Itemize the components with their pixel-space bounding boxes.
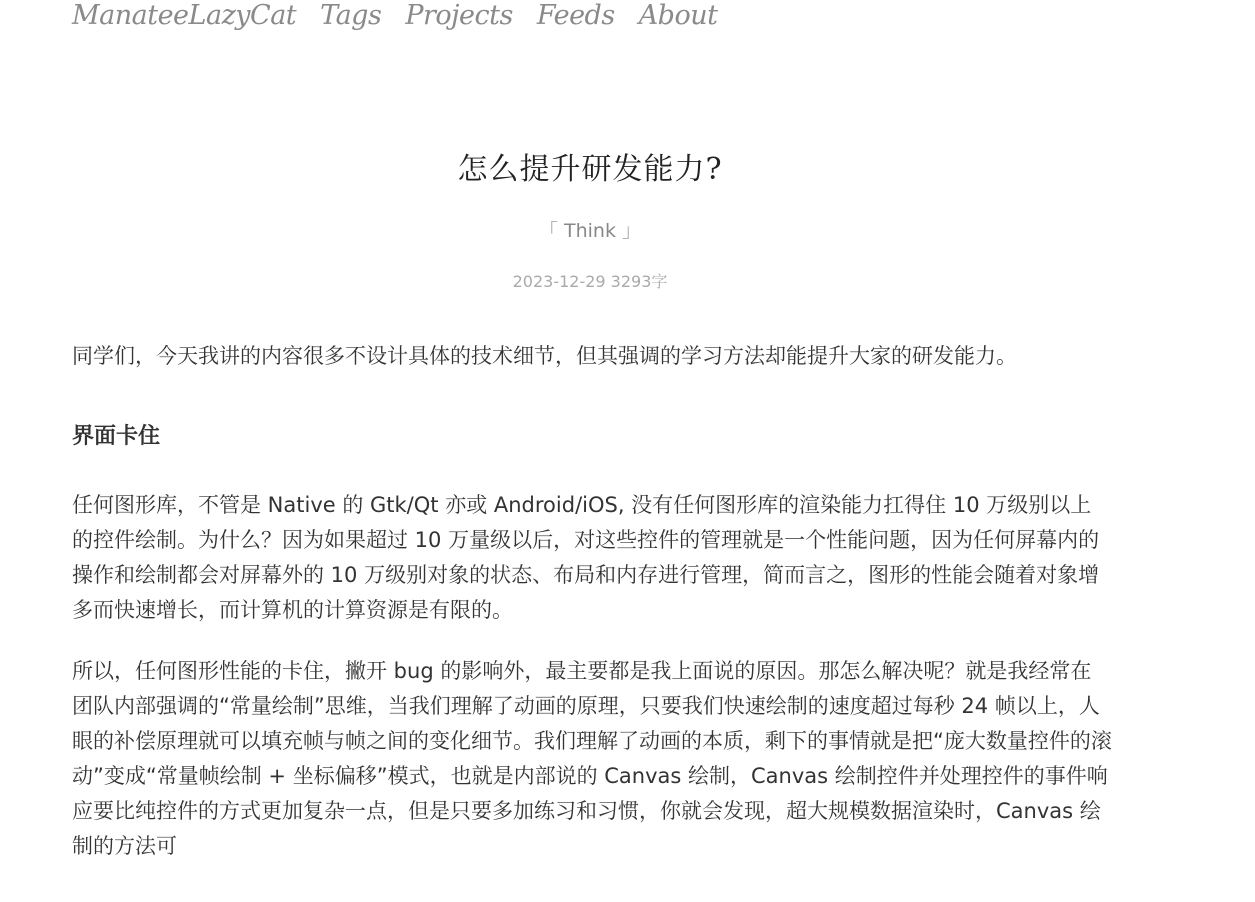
site-nav [72,0,717,31]
article-meta [0,269,1180,292]
nav-tags-link[interactable]: Tags [320,0,382,31]
tag-bracket-close: 」 [622,220,642,242]
site-name-link[interactable]: ManateeLazyCat [72,0,297,31]
article-tags [0,216,1180,243]
article-title: 怎么提升研发能力? [457,152,723,187]
tag-bracket-open: 「 [538,220,558,242]
article-date: 2023-12-29 [512,272,606,291]
tag-link-think[interactable]: Think [564,220,616,242]
section-heading: 界面卡住 [72,424,161,449]
article-word-count: 3293字 [610,272,668,291]
body-paragraph: 所以，任何图形性能的卡住，撇开 bug 的影响外，最主要都是我上面说的原因。那怎么解决呢？就是我经常在团队内部强调的“常量绘制”思维，当我们理解了动画的原理，只要我们快速绘制的速度超过每秒 24 帧以上，人眼的补偿原理就可以填充帧与帧之间的变化细节。我们理解了动画的本质，剩下的事情就是把“庞大数量控件的滚动”变成“常量帧绘制 + 坐标偏移”模式，也就是内部说的 Canvas 绘制，Canvas 绘制控件并处理控件的事件响应要比纯控件的方式更加复杂一点，但是只要多加练习和习惯，你就会发现，超大规模数据渲染时，Canvas 绘制的方法可 [72,659,1112,858]
body-paragraph: 任何图形库，不管是 Native 的 Gtk/Qt 亦或 Android/iOS, 没有任何图形库的渲染能力扛得住 10 万级别以上的控件绘制。为什么？因为如果超过 10 万量级以后，对这些控件的管理就是一个性能问题，因为任何屏幕内的操作和绘制都会对屏幕外的 10 万级别对象的状态、布局和内存进行管理，简而言之，图形的性能会随着对象增多而快速增长，而计算机的计算资源是有限的。 [72,493,1100,622]
nav-about-link[interactable]: About [638,0,718,31]
nav-feeds-link[interactable]: Feeds [536,0,615,31]
article-body [72,339,1112,890]
intro-paragraph: 同学们，今天我讲的内容很多不设计具体的技术细节，但其强调的学习方法却能提升大家的研发能力。 [72,344,1017,368]
nav-projects-link[interactable]: Projects [405,0,513,31]
